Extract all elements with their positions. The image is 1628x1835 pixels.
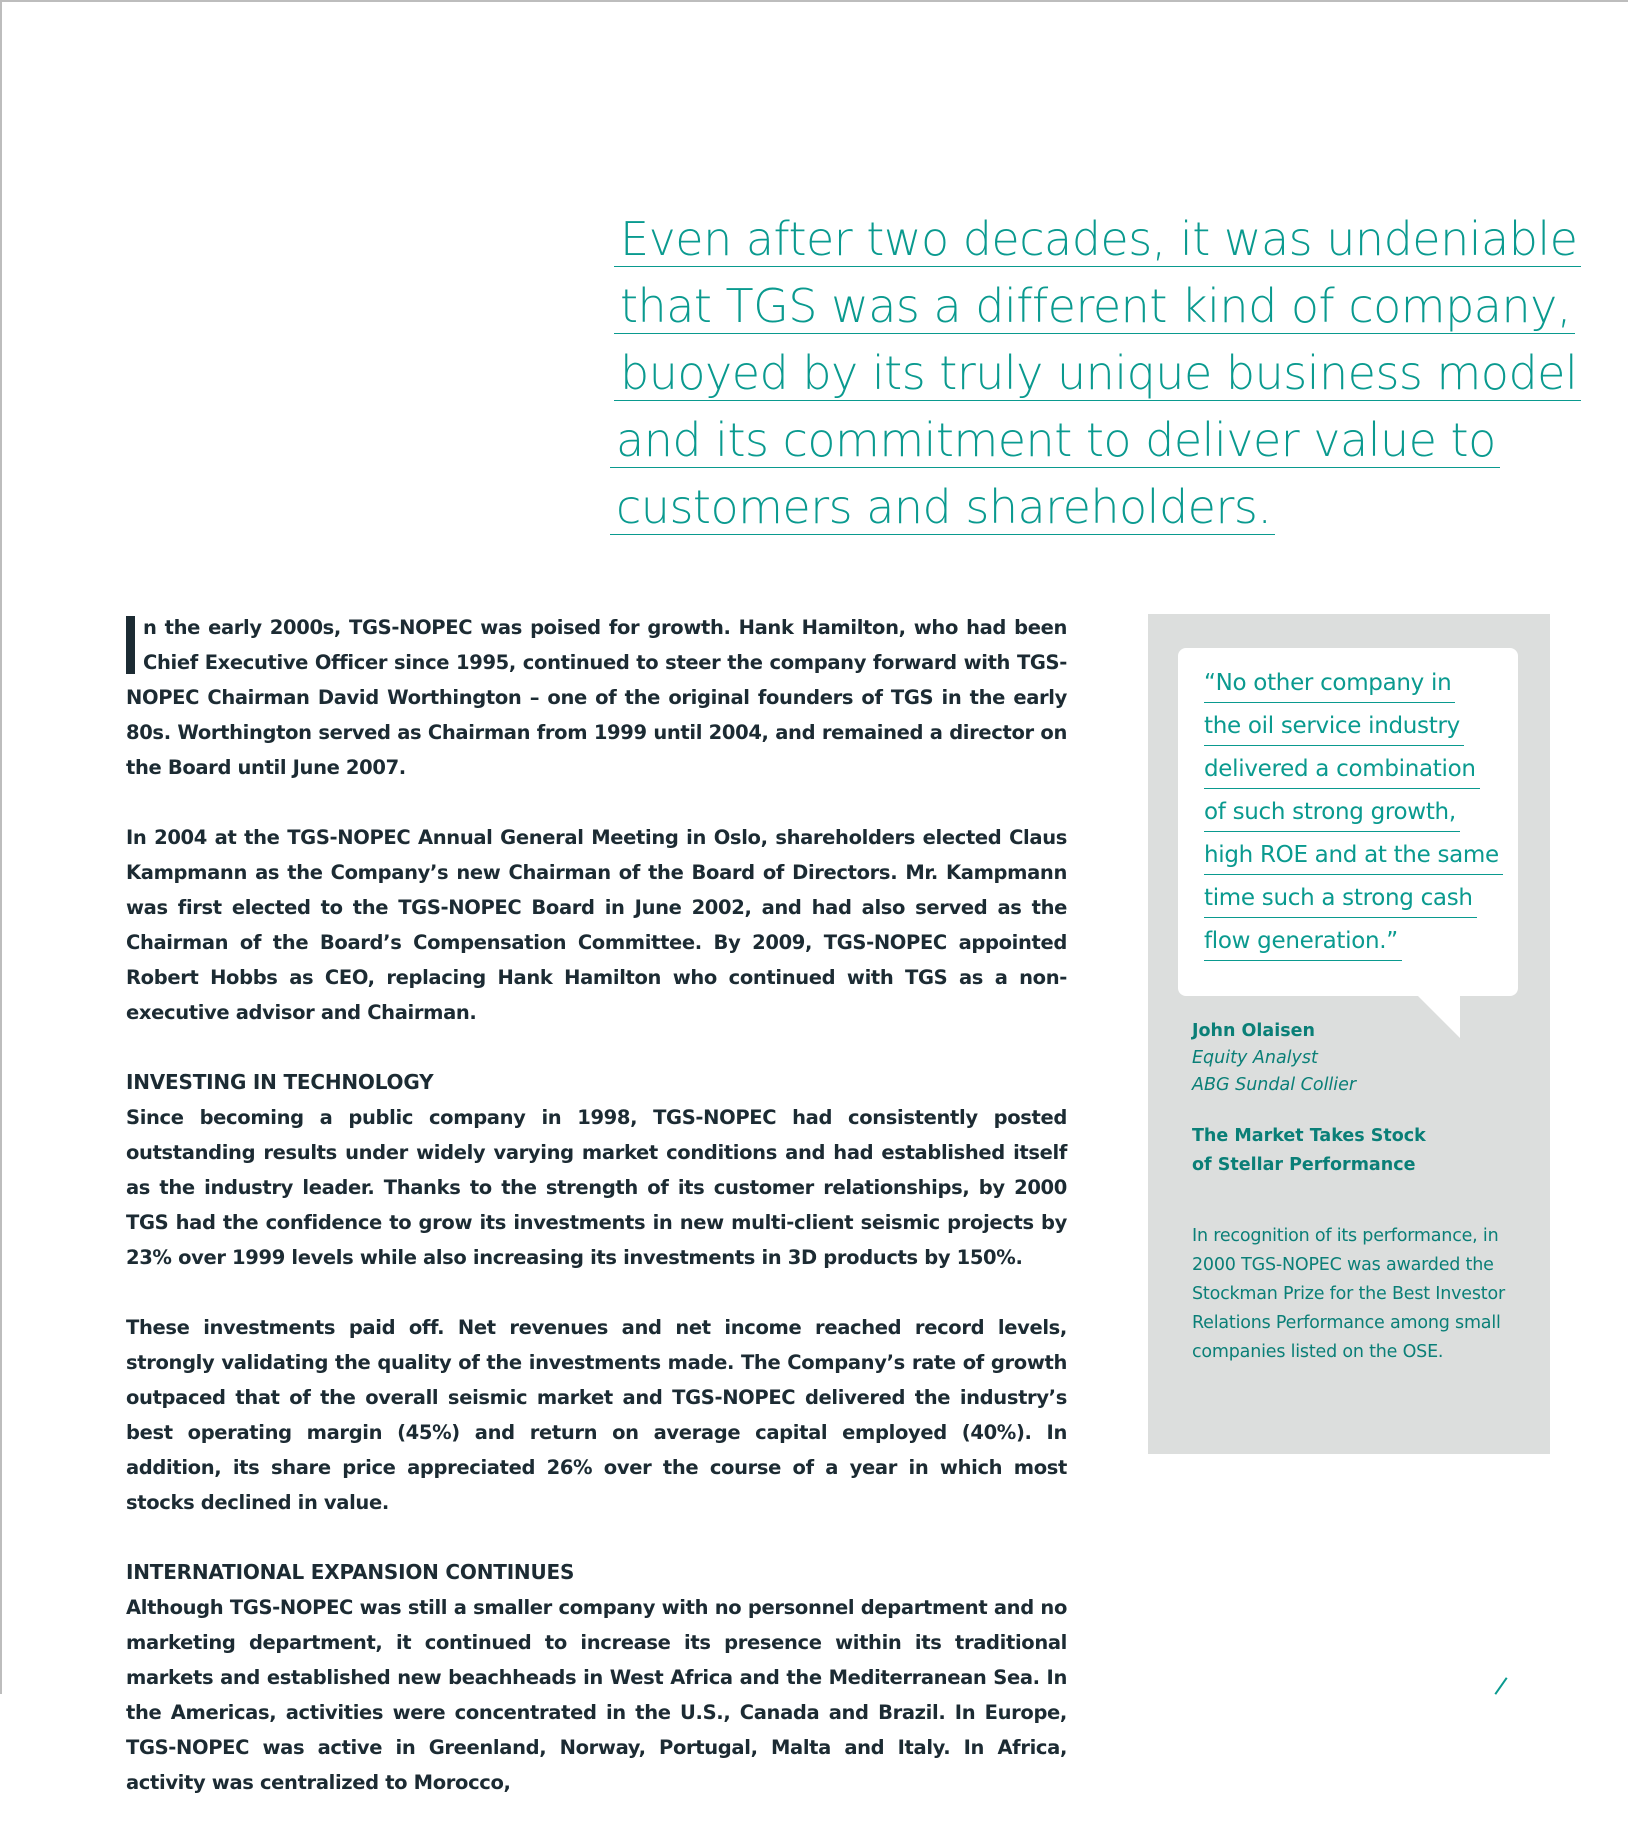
quote-line: delivered a combination [1204, 750, 1480, 789]
quote-bubble [1178, 648, 1518, 996]
pull-quote-line: buoyed by its truly unique business model [614, 346, 1581, 401]
pull-quote-line: Even after two decades, it was undeniable [614, 212, 1581, 267]
pull-quote-line: that TGS was a different kind of company, [614, 279, 1575, 334]
drop-cap [126, 616, 135, 674]
pull-quote-line: customers and shareholders. [610, 480, 1275, 535]
sidebar [1148, 614, 1550, 1454]
sidebar-body: In recognition of its performance, in 2000 TGS-NOPEC was awarded the Stockman Prize for the Best Investor Relations Performance among small companies listed on the OSE. [1192, 1226, 1505, 1362]
page-left-border [0, 0, 2, 1694]
quote-line: high ROE and at the same [1204, 836, 1503, 875]
paragraph-expansion: Although TGS-NOPEC was still a smaller company with no personnel department and no marketing department, it continued to increase its presence within its traditional markets and established new beachheads in West Africa and the Mediterranean Sea. In the Americas, activities were concentrated in the U.S., Canada and Brazil. In Europe, TGS-NOPEC was active in Greenland, Norway, Portugal, Malta and Italy. In Africa, activity was centralized to Morocco, [126, 1596, 1067, 1794]
article-body [126, 610, 1067, 1835]
sidebar-heading-line1: The Market Takes Stock [1192, 1126, 1426, 1146]
section-heading-expansion: INTERNATIONAL EXPANSION CONTINUES [126, 1560, 575, 1584]
pull-quote [608, 212, 1598, 547]
paragraph-technology: Since becoming a public company in 1998, TGS-NOPEC had consistently posted outstanding results under widely varying market conditions and had established itself as the industry leader. Thanks to the strength of its customer relationships, by 2000 TGS had the confidence to grow its investments in new multi-client seismic projects by 23% over 1999 levels while also increasing its investments in 3D products by 150%. [126, 1106, 1067, 1269]
quote-line: of such strong growth, [1204, 793, 1460, 832]
paragraph-intro [126, 610, 1067, 785]
attribution-title: Equity Analyst [1192, 1048, 1318, 1068]
quote-line: “No other company in [1204, 664, 1455, 703]
paragraph-intro-text: n the early 2000s, TGS-NOPEC was poised for growth. Hank Hamilton, who had been Chief Executive Officer since 1995, continued to steer the company forward with TGS-NOPEC Chairman David Worthington – one of the original founders of TGS in the early 80s. Worthington served as Chairman from 1999 until 2004, and remained a director on the Board until June 2007. [126, 616, 1067, 779]
quote-line: the oil service industry [1204, 707, 1464, 746]
paragraph-chairman: In 2004 at the TGS-NOPEC Annual General Meeting in Oslo, shareholders elected Claus Kampmann as the Company’s new Chairman of the Board of Directors. Mr. Kampmann was first elected to the TGS-NOPEC Board in June 2002, and had also served as the Chairman of the Board’s Compensation Committee. By 2009, TGS-NOPEC appointed Robert Hobbs as CEO, replacing Hank Hamilton who continued with TGS as a non-executive advisor and Chairman. [126, 826, 1067, 1024]
attribution-company: ABG Sundal Collier [1192, 1075, 1357, 1095]
attribution-name: John Olaisen [1192, 1021, 1315, 1041]
quote-attribution [1192, 1018, 1532, 1099]
quote-line: time such a strong cash [1204, 879, 1477, 918]
sidebar-heading-line2: of Stellar Performance [1192, 1155, 1416, 1175]
page-top-border [0, 0, 1628, 2]
corner-mark [1494, 1677, 1507, 1695]
quote-text [1204, 664, 1514, 965]
section-heading-technology: INVESTING IN TECHNOLOGY [126, 1070, 434, 1094]
quote-line: flow generation.” [1204, 922, 1402, 961]
pull-quote-line: and its commitment to deliver value to [610, 413, 1500, 468]
sidebar-heading [1192, 1122, 1532, 1180]
paragraph-investments: These investments paid off. Net revenues and net income reached record levels, strongly validating the quality of the investments made. The Company’s rate of growth outpaced that of the overall seismic market and TGS-NOPEC delivered the industry’s best operating margin (45%) and return on average capital employed (40%). In addition, its share price appreciated 26% over the course of a year in which most stocks declined in value. [126, 1316, 1067, 1514]
